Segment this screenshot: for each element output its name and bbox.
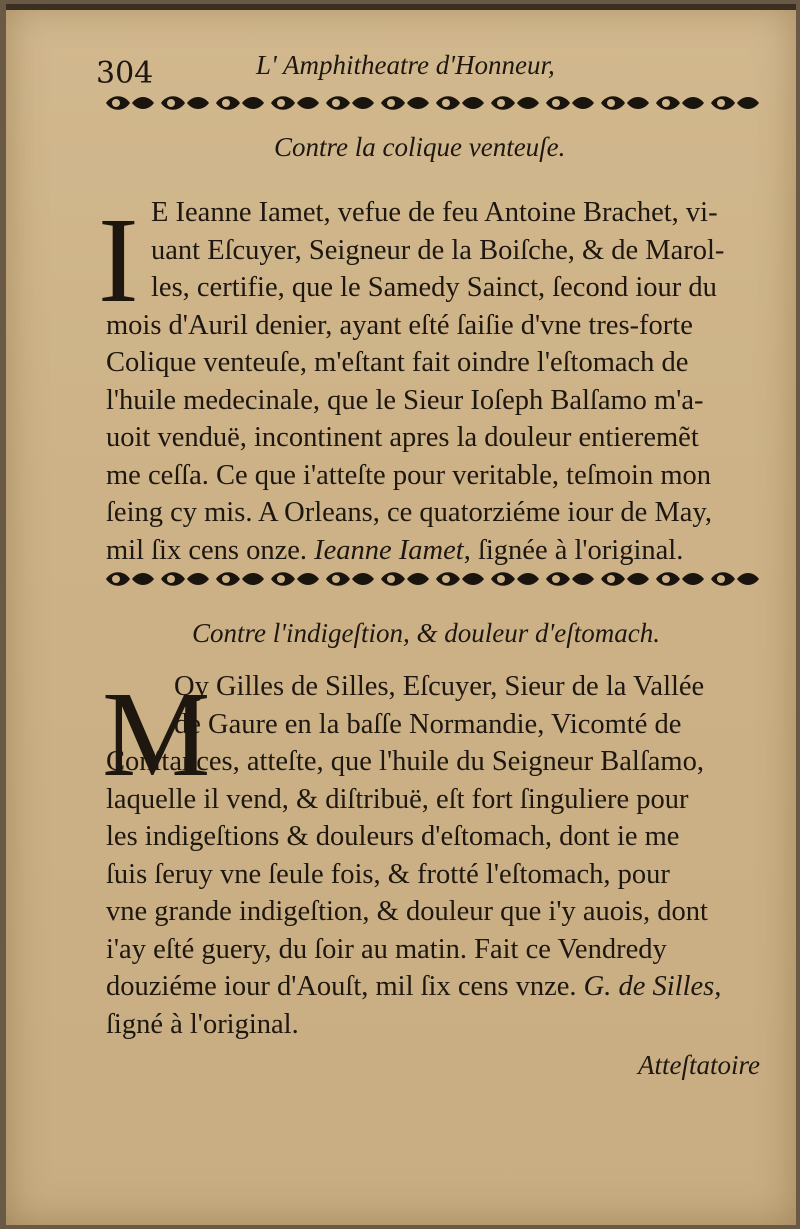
text-line: ſuis ſeruy vne ſeule fois, & frotté l'eſtomach, pour (106, 858, 670, 890)
text-fragment: douziéme iour d'Aouſt, mil ſix cens vnze. (106, 971, 577, 1002)
running-title: L' Amphitheatre d'Honneur, (256, 50, 555, 80)
ornament-band-middle (102, 568, 762, 590)
text-line: ſeing cy mis. A Orleans, ce quatorziéme iour de May, (106, 497, 712, 528)
text-line: E Ieanne Iamet, vefue de feu Antoine Brachet, vi- (151, 197, 718, 228)
drop-cap-i: I (98, 193, 139, 328)
text-line: de Gaure en la baſſe Normandie, Vicomté de (174, 708, 682, 740)
catchword: Atteſtatoire (638, 1050, 760, 1080)
section-body-indigestion (106, 668, 776, 1043)
section-heading-indigestion: Contre l'indigeſtion, & douleur d'eſtomach. (192, 618, 661, 648)
ornament-band-top (102, 92, 762, 114)
section-heading-colique: Contre la colique venteuſe. (274, 132, 566, 162)
text-line-with-signature (106, 532, 776, 570)
text-line: les indigeſtions & douleurs d'eſtomach, dont ie me (106, 821, 680, 852)
text-line: laquelle il vend, & diſtribuë, eſt fort ſinguliere pour (106, 783, 689, 815)
text-line: Oy Gilles de Silles, Eſcuyer, Sieur de la Vallée (174, 671, 705, 702)
text-line: les, certifie, que le Samedy Sainct, ſecond iour du (151, 272, 717, 303)
running-head (86, 50, 736, 90)
text-line: mois d'Auril denier, ayant eſté ſaiſie d'vne tres-forte (106, 309, 693, 341)
text-line: ſigné à l'original. (106, 1008, 299, 1040)
text-line: me ceſſa. Ce que i'atteſte pour veritable, teſmoin mon (106, 459, 712, 491)
text-line: Conſtances, atteſte, que l'huile du Seigneur Balſamo, (106, 746, 704, 777)
text-fragment: , ſignée à l'original. (463, 534, 684, 566)
text-line: uant Eſcuyer, Seigneur de la Boiſche, & de Marol- (151, 234, 725, 266)
text-line: vne grande indigeſtion, & douleur que i'y auois, dont (106, 896, 708, 927)
section-body-colique (106, 194, 776, 569)
text-line: Colique venteuſe, m'eſtant fait oindre l'eſtomach de (106, 347, 689, 378)
book-page (6, 4, 796, 1225)
signature-jamet: Ieanne Iamet (314, 534, 464, 566)
text-line: i'ay eſté guery, du ſoir au matin. Fait ce Vendredy (106, 933, 667, 965)
signature-silles: G. de Silles, (583, 971, 722, 1002)
text-line-with-signature (106, 968, 776, 1006)
page-number: 304 (96, 56, 154, 91)
text-fragment: mil ſix cens onze. (106, 534, 308, 566)
drop-cap-m: M (102, 667, 211, 802)
text-line: uoit venduë, incontinent apres la douleur entieremẽt (106, 422, 699, 453)
text-line: l'huile medecinale, que le Sieur Ioſeph Balſamo m'a- (106, 384, 704, 416)
page-top-edge (6, 4, 796, 10)
